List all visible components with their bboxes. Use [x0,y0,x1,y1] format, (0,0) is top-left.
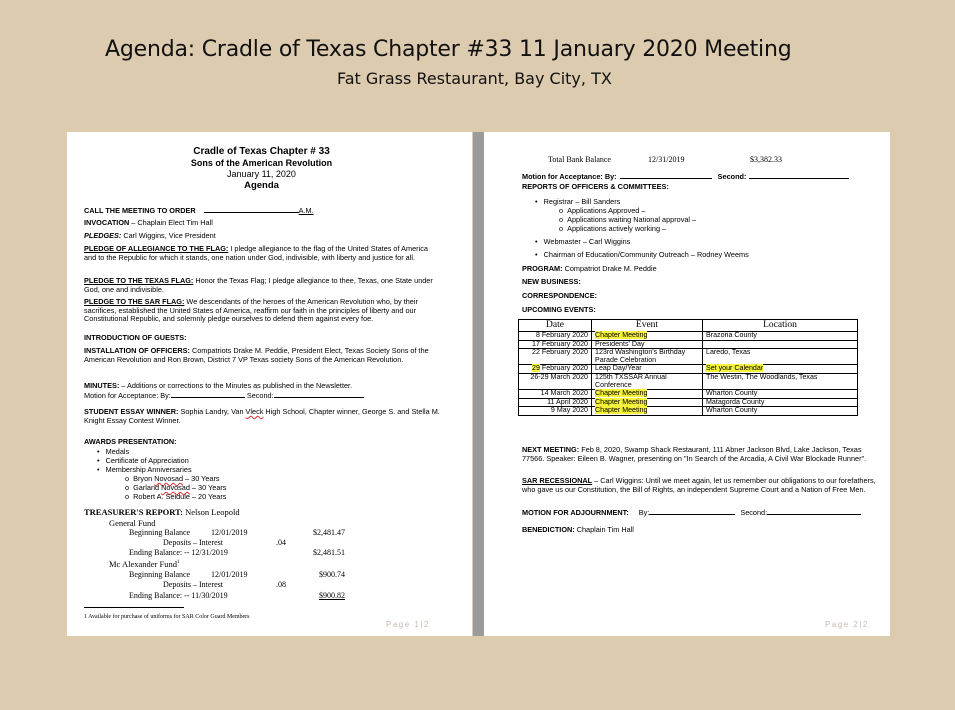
adjourn-second-blank[interactable] [767,508,861,515]
program-label: PROGRAM: [522,264,563,273]
anniv-post: – 20 Years [189,492,227,501]
agenda-page-1 [67,132,472,636]
bank-label: Total Bank Balance [548,155,611,164]
event-name-text: Presidents' Day [595,339,645,348]
pledge-flag-label: PLEDGE OF ALLEGIANCE TO THE FLAG: [84,244,229,253]
chairman: • Chairman of Education/Community Outreach – Rodney Weems [535,250,749,259]
ledger-mid: .04 [276,538,286,547]
anniv-pre: Bryon [133,474,155,483]
invocation-label: INVOCATION [84,218,130,227]
registrar-item-text: Applications waiting National approval – [567,215,697,224]
minutes-label: MINUTES: [84,381,120,390]
ledger-date: 12/01/2019 [211,528,248,537]
adjourn-by: By: [638,508,650,517]
ma-fund-label [109,559,180,568]
adjournment [522,508,861,518]
event-row [519,349,858,365]
intro-guests: INTRODUCTION OF GUESTS: [84,333,187,342]
pledge-texas-label: PLEDGE TO THE TEXAS FLAG: [84,276,194,285]
award-item: • Membership Anniversaries [97,465,192,474]
header-event: Event [592,320,703,332]
anniversary-item: o Garland Novosad – 30 Years [125,483,227,492]
second-blank[interactable] [274,391,364,398]
pledges [84,232,216,241]
registrar-item: o Applications waiting National approval – [559,215,697,224]
event-name-text: 123rd Washington's Birthday Parade Celebration [595,348,686,364]
correspondence: CORRESPONDENCE: [522,291,598,300]
p2-motion [522,172,849,182]
event-name [592,407,703,416]
next-meeting [522,446,878,463]
ledger-label: Ending Balance: -- 11/30/2019 [129,591,228,600]
ledger-label: Ending Balance: -- 12/31/2019 [129,548,228,557]
event-name-text: Chapter Meeting [595,406,648,415]
program-text: Compatriot Drake M. Peddie [562,264,657,273]
event-location-text: Set your Calendar [706,364,764,373]
invocation-text: – Chaplain Elect Tim Hall [129,218,213,227]
ledger-label: Deposits – Interest [163,580,223,589]
adjourn-second: Second: [740,508,768,517]
chapter-heading: Cradle of Texas Chapter # 33 [193,146,330,157]
events-table [518,319,858,416]
p2-motion-blank[interactable] [620,172,712,179]
ledger-label: Deposits – Interest [163,538,223,547]
award-item: • Certificate of Appreciation [97,456,189,465]
award-item-text: Membership Anniversaries [105,465,192,474]
event-row [519,407,858,416]
event-date: 11 April 2020 [519,398,592,407]
upcoming-events: UPCOMING EVENTS: [522,305,596,314]
ledger-date: 12/01/2019 [211,570,248,579]
award-item-text: Certificate of Appreciation [105,456,189,465]
treasurer-report [84,507,240,517]
pledge-texas-text: Honor the Texas Flag; I pledge allegiance to thee, Texas, one State under God, one and indivisible. [84,276,433,294]
second-label: Second: [246,391,274,400]
ledger-amount: $2,481.51 [313,548,345,557]
webmaster-text: Webmaster – Carl Wiggins [543,237,631,246]
pledge-texas [84,277,440,294]
call-time-blank [204,206,299,213]
event-row [519,390,858,399]
pledges-text: Carl Wiggins, Vice President [121,231,216,240]
anniv-post: – 30 Years [183,474,220,483]
call-to-order [84,206,314,216]
event-name [592,349,703,365]
header-location: Location [703,320,858,332]
pledge-flag-text: I pledge allegiance to the flag of the United States of America and to the Republic for which it stands, one nation under God, indivisible, with liberty and justice for all. [84,244,428,262]
minutes [84,382,352,391]
award-item-text: Medals [105,447,130,456]
registrar-item: o Applications Approved – [559,206,646,215]
call-label: CALL THE MEETING TO ORDER [84,206,196,215]
event-location [703,332,858,341]
bank-amount: $3,382.33 [750,155,782,164]
p2-motion-label: Motion for Acceptance: By: [522,172,617,181]
event-date: 8 February 2020 [519,332,592,341]
reports-label: REPORTS OF OFFICERS & COMMITTEES: [522,182,669,191]
recessional-text: – Carl Wiggins: Until we meet again, let us remember our obligations to our forefathers, who gave us our Constitution, the Bill of Rights, an independent Supreme Court and a Nation of Free Men. [522,476,876,494]
anniversary-item: o Bryon Novosad – 30 Years [125,474,220,483]
installation-label: INSTALLATION OF OFFICERS: [84,346,190,355]
registrar-item-text: Applications Approved – [567,206,646,215]
ledger-amount: $900.82 [319,591,345,600]
event-location [703,373,858,389]
event-location-text: Brazoria County [706,331,757,339]
society-heading: Sons of the American Revolution [190,158,333,168]
event-date: 26-29 March 2020 [519,373,592,389]
ledger-mid: .08 [276,580,286,589]
event-location-text: Laredo, Texas [706,348,751,357]
program [522,265,657,274]
benediction-label: BENEDICTION: [522,525,575,534]
anniversary-item: o Robert A. Seidule – 20 Years [125,492,227,501]
pledge-sar-label: PLEDGE TO THE SAR FLAG: [84,297,185,306]
motion-label: Motion for Acceptance: By: [84,391,171,400]
event-row [519,332,858,341]
anniv-pre: Robert A. Seidule [133,492,190,501]
agenda-heading: Agenda [244,180,279,191]
event-date-rest: February 2020 [539,364,588,373]
event-name [592,390,703,399]
page-number: Page 1|2 [386,620,430,629]
pledge-sar-text: We descendants of the heroes of the American Revolution who, by their sacrifices, established the United States of America, reaffirm our faith in the principles of liberty and our Constitutional Republic, and solemnly pledge ourselves to defend them against every foe. [84,297,418,324]
p2-second-blank[interactable] [749,172,849,179]
essay-text-b: High School, Chapter winner, George S. and Stella M. Knight Essay Contest Winner. [84,407,440,425]
event-row [519,373,858,389]
ma-fund-mark: 1 [177,560,180,565]
pledge-sar [84,298,440,324]
treasurer-name: Nelson Leopold [182,507,240,517]
installation-text: Compatriots Drake M. Peddie, President Elect, Texas Society Sons of the American Revolution and Ron Brown, District 7 VP Texas society Sons of the American Revolution. [84,346,429,364]
bank-date: 12/31/2019 [648,155,685,164]
registrar-text: Registrar – Bill Sanders [543,197,621,206]
anniv-name: Novosad [161,483,190,492]
benediction [522,526,634,535]
adjourn-label: MOTION FOR ADJOURNMENT: [522,508,629,517]
registrar-item: o Applications actively working – [559,224,667,233]
event-location [703,349,858,365]
adjourn-by-blank[interactable] [649,508,735,515]
footnote: 1 Available for purchase of uniforms for SAR Color Guard Members [84,614,250,620]
event-location-text: Wharton County [706,389,758,398]
event-location-text: Wharton County [706,406,758,415]
benediction-text: Chaplain Tim Hall [574,525,634,534]
ma-fund-text: Mc Alexander Fund [109,558,177,569]
event-date: 22 February 2020 [519,349,592,365]
chairman-text: Chairman of Education/Community Outreach – Rodney Weems [543,250,749,259]
essay-text-a: Sophia Landry, Van [178,407,246,416]
event-location-text: Matagorda County [706,397,765,406]
event-date: 17 February 2020 [519,340,592,349]
invocation [84,219,213,228]
event-location-text: The Westin, The Woodlands, Texas [706,372,818,381]
next-text: Feb 8, 2020, Swamp Shack Restaurant, 111 Abner Jackson Blvd, Lake Jackson, Texas 77566. Speaker: Eileen B. Wagner, presenting on "In Search of the Arcadia, A Civil War Blockade Runner". [522,445,867,463]
event-name [592,373,703,389]
recessional-label: SAR RECESSIONAL [522,476,593,485]
slide-title: Agenda: Cradle of Texas Chapter #33 11 January 2020 Meeting [105,37,792,62]
agenda-page-2 [484,132,890,636]
event-location [703,407,858,416]
events-header-row [519,320,858,332]
pledges-label: PLEDGES: [84,231,122,240]
minutes-text: – Additions or corrections to the Minutes as published in the Newsletter. [119,381,353,390]
registrar: • Registrar – Bill Sanders [535,197,621,206]
essay-winner [84,408,440,425]
ledger-label: Beginning Balance [129,570,191,579]
anniv-post: – 30 Years [189,483,227,492]
p2-second-label: Second: [717,172,747,181]
event-name-text: Chapter Meeting [595,389,648,398]
page-gutter [473,132,484,636]
pledge-flag [84,245,440,262]
installation [84,347,440,364]
event-name-text: Chapter Meeting [595,331,648,339]
general-fund-label: General Fund [109,518,156,528]
registrar-item-text: Applications actively working – [567,224,667,233]
page-number: Page 2|2 [825,620,869,629]
new-business: NEW BUSINESS: [522,277,581,286]
ledger-label: Beginning Balance [129,528,191,537]
slide-subtitle: Fat Grass Restaurant, Bay City, TX [337,69,612,88]
anniv-name: Novosad [154,474,184,483]
motion-blank[interactable] [171,391,245,398]
recessional [522,477,878,494]
next-label: NEXT MEETING: [522,445,580,454]
anniv-pre: Garland [133,483,162,492]
event-name-text: Leap Day/Year [595,364,642,373]
ledger-amount: $900.74 [319,570,345,579]
awards-label: AWARDS PRESENTATION: [84,437,177,446]
essay-vleck: Vleck [245,407,264,416]
event-date: 14 March 2020 [519,390,592,399]
event-name-text: Chapter Meeting [595,397,648,406]
event-date: 9 May 2020 [519,407,592,416]
meeting-date: January 11, 2020 [227,169,296,179]
minutes-motion [84,391,364,401]
treasurer-label: TREASURER'S REPORT: [84,507,183,517]
award-item: • Medals [97,447,130,456]
event-name-text: 125th TXSSAR Annual Conference [595,372,667,389]
essay-label: STUDENT ESSAY WINNER: [84,407,179,416]
webmaster: • Webmaster – Carl Wiggins [535,237,631,246]
ledger-amount: $2,481.47 [313,528,345,537]
header-date: Date [519,320,592,332]
footnote-rule [84,607,184,608]
event-date-day: 29 [532,364,540,373]
call-suffix: A.M. [298,206,314,215]
